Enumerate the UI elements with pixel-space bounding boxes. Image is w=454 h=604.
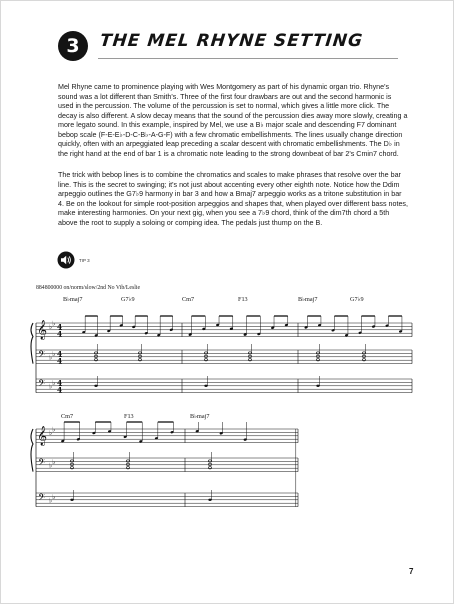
time-signature-bottom: 4 [57,356,63,366]
chord-symbol: F13 [124,413,134,420]
drawbar-setting: 884800000 on/norm/slow/2nd No Vib/Leslie [36,285,141,291]
chord-symbols [61,296,364,420]
chord-note [362,355,365,357]
chord-note [70,467,73,469]
chord-note [316,359,319,361]
system-1 [31,316,412,394]
chord-note [204,352,207,354]
key-flat: ♭ [49,353,53,362]
chapter-title: THE MEL RHYNE SETTING [98,31,365,51]
chord-note [248,355,251,357]
chord-symbol: G7♭9 [121,296,135,303]
key-flat: ♭ [52,319,56,328]
chord-symbol: B♭maj7 [298,296,318,303]
chord-note [362,352,365,354]
key-flat: ♭ [49,496,53,505]
time-signature-top: 4 [57,322,63,332]
chord-note [126,460,129,462]
key-flat: ♭ [49,428,53,437]
chord-note [138,359,141,361]
page-number: 7 [409,567,414,576]
brace [31,323,33,364]
key-flat: ♭ [52,349,56,358]
chord-note [70,460,73,462]
chord-note [248,352,251,354]
chord-note [94,359,97,361]
chord-note [208,463,211,465]
chord-note [138,355,141,357]
chord-note [248,359,251,361]
key-flat: ♭ [52,378,56,387]
time-signature-top: 4 [57,378,63,388]
chapter-number-badge: 3 [58,31,88,61]
chord-note [208,467,211,469]
pedal-note [204,385,207,387]
chord-note [126,467,129,469]
chord-symbol: Cm7 [182,296,195,303]
time-signature-bottom: 4 [57,329,63,339]
chord-symbol: F13 [238,296,248,303]
key-flat: ♭ [49,461,53,470]
treble-clef: 𝄞 [37,320,48,340]
bass-clef: 𝄢 [38,378,46,391]
chord-note [208,460,211,462]
pedal-note [70,499,73,501]
chord-symbol: G7♭9 [350,296,364,303]
key-flat: ♭ [52,457,56,466]
key-flat: ♭ [52,492,56,501]
brace [31,429,33,472]
bass-clef: 𝄢 [38,492,46,505]
bass-clef: 𝄢 [38,349,46,362]
pedal-note [316,385,319,387]
bass-clef: 𝄢 [38,457,46,470]
chord-note [94,355,97,357]
key-flat: ♭ [49,382,53,391]
chord-note [316,355,319,357]
chord-symbol: Cm7 [61,413,74,420]
chord-note [204,355,207,357]
chord-note [316,352,319,354]
track-label: TIP 3 [79,258,90,263]
body-paragraph-1: Mel Rhyne came to prominence playing with Wes Montgomery as part of his dynamic organ trio. Rhyne's sound was a lot different than Smith's. Three of the first four drawbars are out and the second harmonic is used in the percussion. The volume of the percussion is set to normal, which gives a little more click. The decay is also different. A slow decay means that the sound of the percussion dies away more slowly, creating a more legato sound. In this example, inspired by Mel, we use a B♭ major scale and descending F7 dominant bebop scale (F-E-E♭-D-C-B♭-A-G-F) with a few chromatic embellishments. The lines usually change direction quickly, often with an arpeggiated leap preceding a scalar descent with chromatic embellishments. The D♭ in the right hand at the end of bar 1 is a chromatic note leading to the strong downbeat of bar 2's Cmin7 chord. [58,83,408,158]
time-signature-bottom: 4 [57,385,63,395]
pedal-note [208,499,211,501]
treble-clef: 𝄞 [37,426,48,446]
chord-note [70,463,73,465]
time-signature-top: 4 [57,349,63,359]
chord-symbol: B♭maj7 [190,413,210,420]
chord-symbol: B♭maj7 [63,296,83,303]
key-flat: ♭ [49,322,53,331]
body-paragraph-2: The trick with bebop lines is to combine the chromatics and scales to make phrases that resolve over the bar line. This is the secret to swinging; it's not just about accenting every other eighth note. Notice how the Ddim arpeggio outlines the G7♭9 harmony in bar 3 and how a Bmaj7 arpeggio works as a tritone substitution in bar 4. Be on the lookout for simple root-position arpeggios and shapes that, when played over different bass notes, make interesting harmonies. On your next gig, when you see a 7♭9 chord, think of the dim7th chord a 5th above the root to supply a soloing or comping idea. The pedals just thump on the B. [58,171,408,227]
chord-note [362,359,365,361]
pedal-note [94,385,97,387]
key-flat: ♭ [52,425,56,434]
chord-note [138,352,141,354]
chord-note [204,359,207,361]
chord-note [94,352,97,354]
chord-note [126,463,129,465]
system-2 [31,422,298,507]
